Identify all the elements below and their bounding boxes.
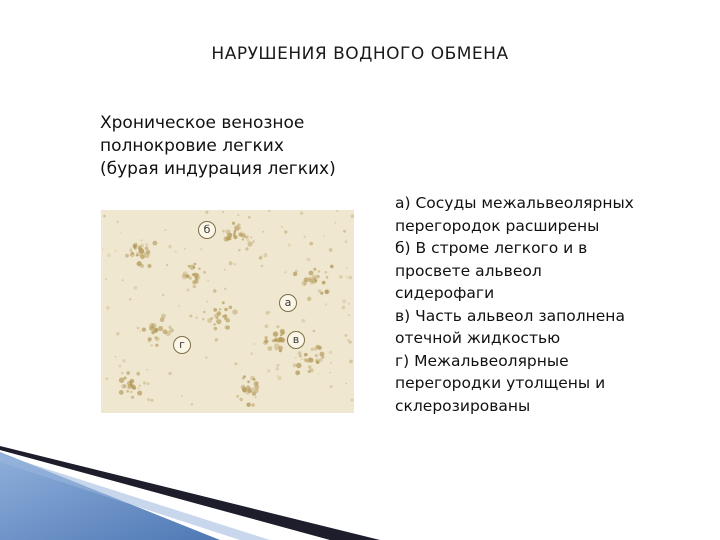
cell-dot: [203, 271, 206, 274]
cell-dot: [318, 373, 320, 375]
cell-dot: [255, 396, 257, 398]
cell-dot: [267, 346, 272, 351]
cell-dot: [122, 359, 125, 362]
cell-dot: [250, 352, 253, 355]
cell-dot: [103, 215, 106, 218]
cell-dot: [125, 254, 129, 258]
cell-dot: [126, 390, 129, 393]
label-g: г: [173, 336, 191, 354]
cell-dot: [214, 327, 218, 331]
cell-dot: [314, 347, 318, 351]
cell-dot: [196, 275, 201, 280]
cell-dot: [277, 364, 280, 367]
cell-dot: [137, 391, 142, 396]
cell-dot: [326, 276, 329, 279]
cell-dot: [307, 258, 311, 262]
legend-list: [395, 192, 715, 417]
cell-dot: [202, 318, 204, 320]
cell-dot: [146, 250, 151, 255]
cell-dot: [278, 346, 283, 351]
cell-dot: [216, 319, 221, 324]
cell-dot: [164, 229, 166, 231]
cell-dot: [140, 244, 144, 248]
cell-dot: [275, 339, 277, 341]
cell-dot: [139, 248, 142, 251]
cell-dot: [300, 212, 303, 215]
cell-dot: [121, 384, 126, 389]
cell-dot: [229, 306, 233, 310]
cell-dot: [150, 399, 153, 402]
cell-dot: [321, 292, 323, 294]
cell-dot: [330, 265, 334, 269]
cell-dot: [323, 235, 325, 237]
cell-dot: [236, 395, 239, 398]
legend-item-g-line-1: г) Межальвеолярные: [395, 351, 569, 370]
cell-dot: [309, 242, 313, 246]
cell-dot: [115, 356, 117, 358]
cell-dot: [293, 363, 297, 367]
cell-dot: [140, 255, 145, 260]
cell-dot: [213, 289, 217, 293]
cell-dot: [105, 278, 107, 280]
cell-dot: [296, 363, 301, 368]
decorative-swoosh: [0, 440, 720, 540]
cell-dot: [276, 325, 279, 328]
cell-dot: [133, 245, 136, 248]
cell-dot: [309, 368, 313, 372]
cell-dot: [121, 372, 123, 374]
cell-dot: [234, 263, 237, 266]
cell-dot: [322, 281, 326, 285]
cell-dot: [224, 325, 228, 329]
cell-dot: [348, 314, 350, 316]
cell-dot: [348, 303, 350, 305]
cell-dot: [147, 369, 149, 371]
cell-dot: [188, 265, 191, 268]
cell-dot: [319, 358, 323, 362]
cell-dot: [140, 239, 142, 241]
cell-dot: [252, 240, 255, 243]
cell-dot: [304, 283, 306, 285]
legend-item-v-line-2: отечной жидкостью: [395, 329, 561, 347]
cell-dot: [135, 242, 137, 244]
legend-item-b-line-2: просвете альвеол: [395, 261, 542, 280]
cell-dot: [242, 238, 244, 240]
cell-dot: [325, 271, 328, 274]
cell-dot: [130, 384, 133, 387]
cell-dot: [168, 372, 172, 376]
cell-dot: [267, 369, 270, 372]
cell-dot: [288, 243, 291, 246]
cell-dot: [145, 243, 148, 246]
cell-dot: [248, 216, 251, 219]
cell-dot: [351, 399, 354, 402]
cell-dot: [309, 271, 314, 276]
legend-item-g: [395, 350, 715, 418]
cell-dot: [184, 248, 186, 250]
cell-dot: [284, 230, 287, 233]
cell-dot: [275, 367, 279, 371]
cell-dot: [233, 232, 236, 235]
cell-dot: [222, 230, 225, 233]
cell-dot: [232, 222, 235, 225]
cell-dot: [186, 274, 190, 278]
cell-dot: [325, 290, 329, 294]
cell-dot: [238, 227, 241, 230]
cell-dot: [243, 389, 247, 393]
cell-dot: [148, 265, 152, 269]
cell-dot: [342, 299, 346, 303]
cell-dot: [158, 326, 163, 331]
cell-dot: [222, 301, 225, 304]
label-a: а: [279, 294, 297, 312]
cell-dot: [132, 386, 136, 390]
cell-dot: [178, 305, 180, 307]
cell-dot: [186, 288, 189, 291]
cell-dot: [246, 385, 250, 389]
legend-item-b-line-1: б) В строме легкого и в: [395, 239, 588, 257]
cell-dot: [148, 337, 152, 341]
cell-dot: [251, 403, 255, 407]
cell-dot: [254, 385, 259, 390]
cell-dot: [205, 356, 208, 359]
cell-dot: [224, 269, 226, 271]
cell-dot: [107, 253, 111, 257]
cell-dot: [136, 251, 139, 254]
cell-dot: [129, 298, 132, 301]
cell-dot: [206, 300, 209, 303]
cell-dot: [318, 346, 322, 350]
cell-dot: [233, 235, 237, 239]
cell-dot: [247, 241, 252, 246]
cell-dot: [224, 288, 226, 290]
cell-dot: [259, 256, 262, 259]
cell-dot: [239, 398, 242, 401]
cell-dot: [275, 348, 278, 351]
cell-dot: [321, 355, 324, 358]
cell-dot: [330, 385, 333, 388]
cell-dot: [222, 315, 225, 318]
cell-dot: [263, 341, 268, 346]
cell-dot: [139, 331, 141, 333]
cell-dot: [301, 319, 305, 323]
cell-dot: [329, 372, 331, 374]
legend-item-v-line-1: в) Часть альвеол заполнена: [395, 306, 625, 325]
cell-dot: [117, 221, 119, 223]
cell-dot: [310, 281, 314, 285]
cell-dot: [175, 251, 177, 253]
cell-dot: [215, 338, 218, 341]
cell-dot: [238, 232, 242, 236]
cell-dot: [342, 306, 346, 310]
cell-dot: [190, 265, 195, 270]
cell-dot: [309, 367, 311, 369]
cell-dot: [349, 360, 353, 364]
label-v: в: [287, 331, 305, 349]
cell-dot: [262, 231, 264, 233]
cell-dot: [280, 329, 285, 334]
page-title: НАРУШЕНИЯ ВОДНОГО ОБМЕНА: [211, 44, 509, 64]
cell-dot: [166, 264, 168, 266]
cell-dot: [329, 248, 333, 252]
cell-dot: [308, 277, 312, 281]
cell-dot: [198, 268, 200, 270]
cell-dot: [147, 382, 150, 385]
subtitle-line-1: Хроническое венозное: [100, 113, 305, 133]
cell-dot: [243, 375, 246, 378]
cell-dot: [126, 371, 130, 375]
cell-dot: [346, 267, 348, 269]
cell-dot: [130, 247, 132, 249]
cell-dot: [304, 353, 307, 356]
cell-dot: [346, 383, 348, 385]
cell-dot: [194, 263, 197, 266]
cell-dot: [203, 311, 206, 314]
legend-item-b: [395, 237, 715, 305]
legend-item-b-line-3: сидерофаги: [395, 284, 495, 302]
cell-dot: [265, 336, 268, 339]
legend-item-a-line-1: а) Сосуды межальвеолярных: [395, 194, 634, 212]
cell-dot: [277, 375, 279, 377]
cell-dot: [155, 344, 158, 347]
cell-dot: [102, 249, 104, 251]
cell-dot: [106, 306, 110, 310]
cell-dot: [207, 318, 212, 323]
legend-item-a-line-2: перегородок расширены: [395, 216, 600, 235]
cell-dot: [312, 275, 317, 280]
cell-dot: [339, 275, 342, 278]
cell-dot: [304, 358, 308, 362]
cell-dot: [314, 279, 317, 282]
cell-dot: [119, 390, 124, 395]
cell-dot: [329, 351, 332, 354]
cell-dot: [145, 247, 149, 251]
cell-dot: [195, 316, 198, 319]
cell-dot: [234, 362, 237, 365]
cell-dot: [252, 392, 256, 396]
cell-dot: [280, 334, 283, 337]
cell-dot: [225, 318, 230, 323]
cell-dot: [229, 261, 233, 265]
cell-dot: [295, 370, 300, 375]
cell-dot: [137, 261, 142, 266]
cell-dot: [247, 235, 250, 238]
cell-dot: [313, 268, 316, 271]
cell-dot: [267, 311, 270, 314]
cell-dot: [347, 339, 350, 342]
cell-dot: [219, 308, 221, 310]
cell-dot: [151, 331, 154, 334]
cell-dot: [265, 324, 269, 328]
cell-dot: [155, 336, 158, 339]
cell-dot: [254, 343, 256, 345]
cell-dot: [162, 294, 164, 296]
legend-item-g-line-3: склерозированы: [395, 396, 531, 415]
cell-dot: [345, 334, 348, 337]
label-b: б: [198, 221, 216, 239]
cell-dot: [273, 331, 278, 336]
cell-dot: [149, 326, 154, 331]
cell-dot: [153, 241, 158, 246]
cell-dot: [106, 378, 108, 380]
cell-dot: [200, 248, 203, 251]
cell-dot: [136, 372, 140, 376]
cell-dot: [168, 326, 171, 329]
cell-dot: [263, 253, 267, 257]
legend-item-g-line-2: перегородки утолщены и: [395, 374, 606, 392]
cell-dot: [154, 328, 157, 331]
cell-dot: [346, 276, 348, 278]
cell-dot: [168, 245, 172, 249]
cell-dot: [213, 308, 217, 312]
cell-dot: [193, 285, 197, 289]
cell-dot: [191, 403, 193, 405]
micrograph-image: [101, 210, 354, 413]
cell-dot: [143, 381, 146, 384]
cell-dot: [245, 247, 248, 250]
cell-dot: [343, 230, 346, 233]
cell-dot: [237, 214, 239, 216]
cell-dot: [118, 365, 121, 368]
legend-item-a: [395, 192, 715, 237]
cell-dot: [295, 357, 297, 359]
cell-dot: [268, 210, 271, 212]
cell-dot: [142, 328, 146, 332]
cell-dot: [309, 358, 314, 363]
cell-dot: [298, 351, 302, 355]
cell-dot: [129, 254, 131, 256]
cell-dot: [311, 348, 314, 351]
cell-dot: [130, 391, 133, 394]
cell-dot: [247, 380, 250, 383]
slide-subtitle: [100, 112, 400, 181]
cell-dot: [284, 271, 286, 273]
legend-item-v: [395, 305, 715, 350]
cell-dot: [315, 354, 318, 357]
cell-dot: [222, 211, 224, 213]
cell-dot: [313, 330, 316, 333]
cell-dot: [150, 344, 152, 346]
cell-dot: [278, 337, 283, 342]
cell-dot: [136, 254, 139, 257]
cell-dot: [247, 239, 250, 242]
cell-dot: [226, 235, 230, 239]
cell-dot: [137, 327, 140, 330]
cell-dot: [304, 236, 306, 238]
cell-dot: [139, 384, 142, 387]
cell-dot: [205, 211, 208, 214]
cell-dot: [224, 308, 228, 312]
cell-dot: [232, 309, 237, 314]
cell-dot: [246, 403, 250, 407]
cell-dot: [250, 236, 252, 238]
cell-dot: [148, 341, 150, 343]
cell-dot: [138, 388, 140, 390]
cell-dot: [192, 273, 195, 276]
cell-dot: [281, 226, 283, 228]
cell-dot: [325, 303, 327, 305]
cell-dot: [335, 222, 337, 224]
cell-dot: [213, 323, 216, 326]
cell-dot: [119, 378, 124, 383]
cell-dot: [181, 395, 183, 397]
cell-dot: [302, 359, 304, 361]
cell-dot: [316, 275, 320, 279]
cell-dot: [165, 331, 171, 337]
cell-dot: [307, 297, 311, 301]
cell-dot: [160, 317, 165, 322]
subtitle-line-3: (бурая индурация легких): [100, 159, 336, 179]
cell-dot: [250, 376, 255, 381]
cell-dot: [315, 359, 319, 363]
cell-dot: [119, 231, 121, 233]
cell-dot: [238, 249, 240, 251]
cell-dot: [134, 286, 138, 290]
cell-dot: [330, 362, 332, 364]
cell-dot: [122, 279, 124, 281]
cell-dot: [115, 250, 117, 252]
cell-dot: [131, 396, 134, 399]
cell-dot: [207, 280, 209, 282]
cell-dot: [345, 240, 348, 243]
subtitle-line-2: полнокровие легких: [100, 136, 284, 156]
micrograph-texture: [101, 210, 354, 413]
cell-dot: [318, 270, 321, 273]
cell-dot: [261, 265, 264, 268]
cell-dot: [278, 376, 282, 380]
cell-dot: [216, 317, 218, 319]
cell-dot: [351, 214, 354, 218]
cell-dot: [116, 332, 120, 336]
cell-dot: [336, 210, 339, 212]
cell-dot: [295, 270, 298, 273]
cell-dot: [189, 315, 192, 318]
cell-dot: [348, 276, 352, 280]
cell-dot: [147, 398, 150, 401]
